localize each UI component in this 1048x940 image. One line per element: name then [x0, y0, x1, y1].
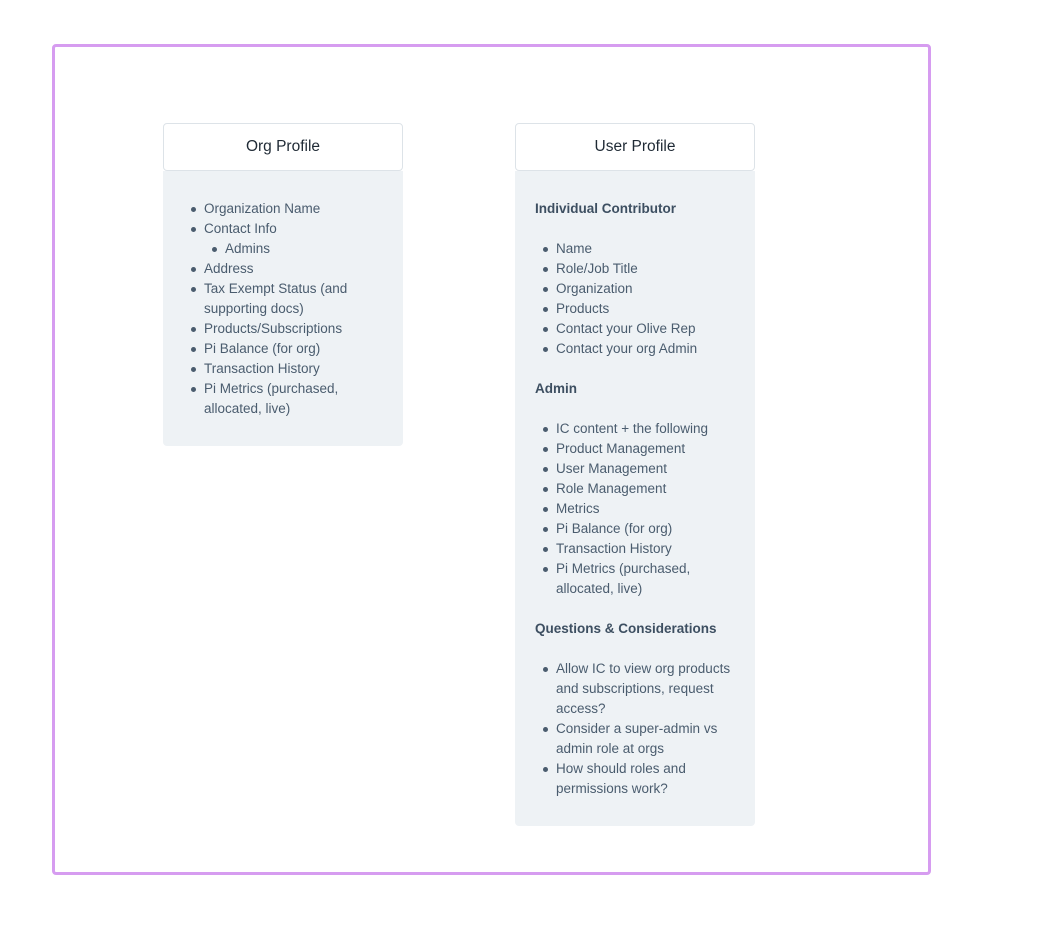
- org-profile-card: [163, 123, 403, 446]
- list-item: [183, 359, 383, 379]
- list-item: [183, 279, 383, 319]
- user-profile-card: [515, 123, 755, 826]
- org-profile-body: [163, 171, 403, 446]
- list-item: [183, 259, 383, 279]
- list-item: User Management: [535, 459, 735, 479]
- list-item: Organization: [535, 279, 735, 299]
- list-item: [204, 239, 383, 259]
- section-heading: Questions & Considerations: [535, 621, 717, 636]
- list-item-label: Admins: [225, 241, 271, 256]
- list-item-label: Organization Name: [204, 201, 321, 216]
- list-item: Products: [535, 299, 735, 319]
- list-item-label: Pi Balance (for org): [204, 341, 321, 356]
- org-profile-title: Org Profile: [163, 123, 403, 171]
- list-item: Pi Balance (for org): [535, 519, 735, 539]
- list-item: Contact your Olive Rep: [535, 319, 735, 339]
- list-item: Transaction History: [535, 539, 735, 559]
- section-questions-considerations: [535, 619, 735, 799]
- list-item: Role/Job Title: [535, 259, 735, 279]
- list-item: [183, 339, 383, 359]
- list-item: Contact your org Admin: [535, 339, 735, 359]
- org-profile-list: [183, 199, 383, 419]
- list-item-label: Address: [204, 261, 254, 276]
- section-individual-contributor: [535, 199, 735, 359]
- list-item-label: Transaction History: [204, 361, 320, 376]
- list-item: Allow IC to view org products and subscriptions, request access?: [535, 659, 735, 719]
- list-item: Pi Metrics (purchased, allocated, live): [535, 559, 735, 599]
- list-item: IC content + the following: [535, 419, 735, 439]
- nested-list: [204, 239, 383, 259]
- list-item: Product Management: [535, 439, 735, 459]
- list-item: [183, 199, 383, 219]
- section-list: [535, 659, 735, 799]
- section-admin: [535, 379, 735, 599]
- list-item-label: Tax Exempt Status (and supporting docs): [204, 281, 348, 316]
- list-item: Role Management: [535, 479, 735, 499]
- section-heading: Admin: [535, 381, 577, 396]
- section-list: [535, 419, 735, 599]
- section-heading: Individual Contributor: [535, 201, 676, 216]
- list-item: Consider a super-admin vs admin role at orgs: [535, 719, 735, 759]
- list-item-label: Contact Info: [204, 221, 277, 236]
- list-item-label: Pi Metrics (purchased, allocated, live): [204, 381, 339, 416]
- list-item-label: Products/Subscriptions: [204, 321, 343, 336]
- list-item: [183, 379, 383, 419]
- list-item: Name: [535, 239, 735, 259]
- user-profile-title: User Profile: [515, 123, 755, 171]
- list-item: [183, 319, 383, 339]
- list-item: Metrics: [535, 499, 735, 519]
- user-profile-body: [515, 171, 755, 826]
- list-item: How should roles and permissions work?: [535, 759, 735, 799]
- list-item: [183, 219, 383, 259]
- section-list: [535, 239, 735, 359]
